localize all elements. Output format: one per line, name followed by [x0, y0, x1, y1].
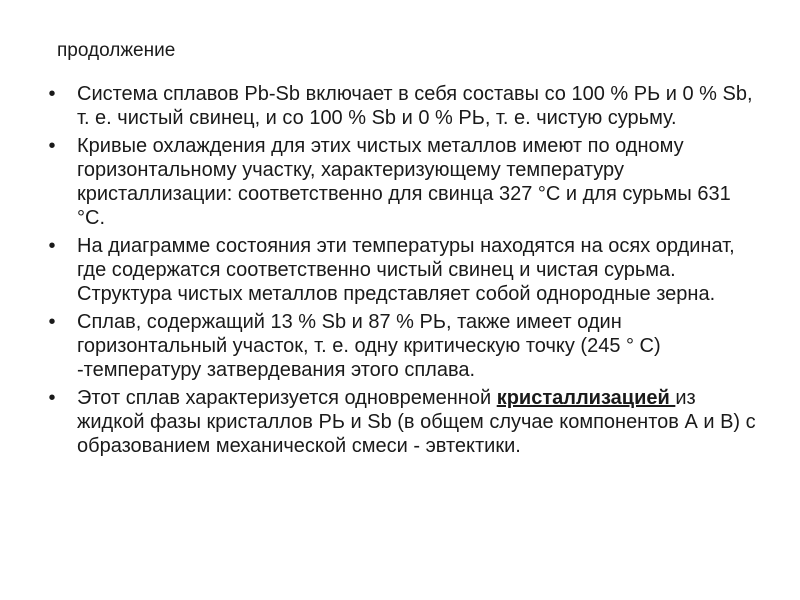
bullet-item: [44, 386, 764, 458]
bullet-item: [44, 234, 764, 306]
bullet-text: [77, 310, 764, 382]
bullet-item: [44, 134, 764, 230]
bullet-text-segment: из жидкой фазы кристаллов РЬ и Sb (в общем случае компонентов А и В) с образованием механической смеси - эвтектики.: [77, 387, 756, 457]
bullet-text-segment: На диаграмме состояния эти температуры находятся на осях ординат, где содержатся соответственно чистый свинец и чистая сурьма. Структура чистых металлов представляет собой однородные зерна.: [77, 235, 735, 305]
slide-title: продолжение: [57, 40, 176, 61]
bullet-item: [44, 82, 764, 130]
bullet-dot-icon: •: [48, 83, 56, 105]
bullet-text: [77, 234, 764, 306]
bullet-item: [44, 310, 764, 382]
bullet-text-segment: Кривые охлаждения для этих чистых металлов имеют по одному горизонтальному участку, характеризующему температуру кристаллизации: соответственно для свинца 327 °С и для сурьмы 631 °С.: [77, 135, 731, 229]
bullet-dot-icon: •: [48, 387, 56, 409]
bullet-dot-icon: •: [48, 135, 56, 157]
bullet-text-segment: Сплав, содержащий 13 % Sb и 87 % РЬ, также имеет один горизонтальный участок, т. е. одну критическую точку (245 ° С) -температуру затвердевания этого сплава.: [77, 311, 661, 381]
bullet-text: [77, 82, 764, 130]
bullet-dot-icon: •: [48, 311, 56, 333]
bullet-text: [77, 386, 764, 458]
bullet-text-segment: Этот сплав характеризуется одновременной: [77, 387, 497, 409]
bullet-list: [44, 82, 764, 462]
bullet-text: [77, 134, 764, 230]
crystallization-link[interactable]: кристаллизацией: [496, 387, 676, 409]
bullet-dot-icon: •: [48, 235, 56, 257]
bullet-text-segment: Система сплавов Pb-Sb включает в себя составы со 100 % РЬ и 0 % Sb, т. е. чистый свинец, и со 100 % Sb и 0 % РЬ, т. е. чистую сурьму.: [77, 83, 753, 129]
